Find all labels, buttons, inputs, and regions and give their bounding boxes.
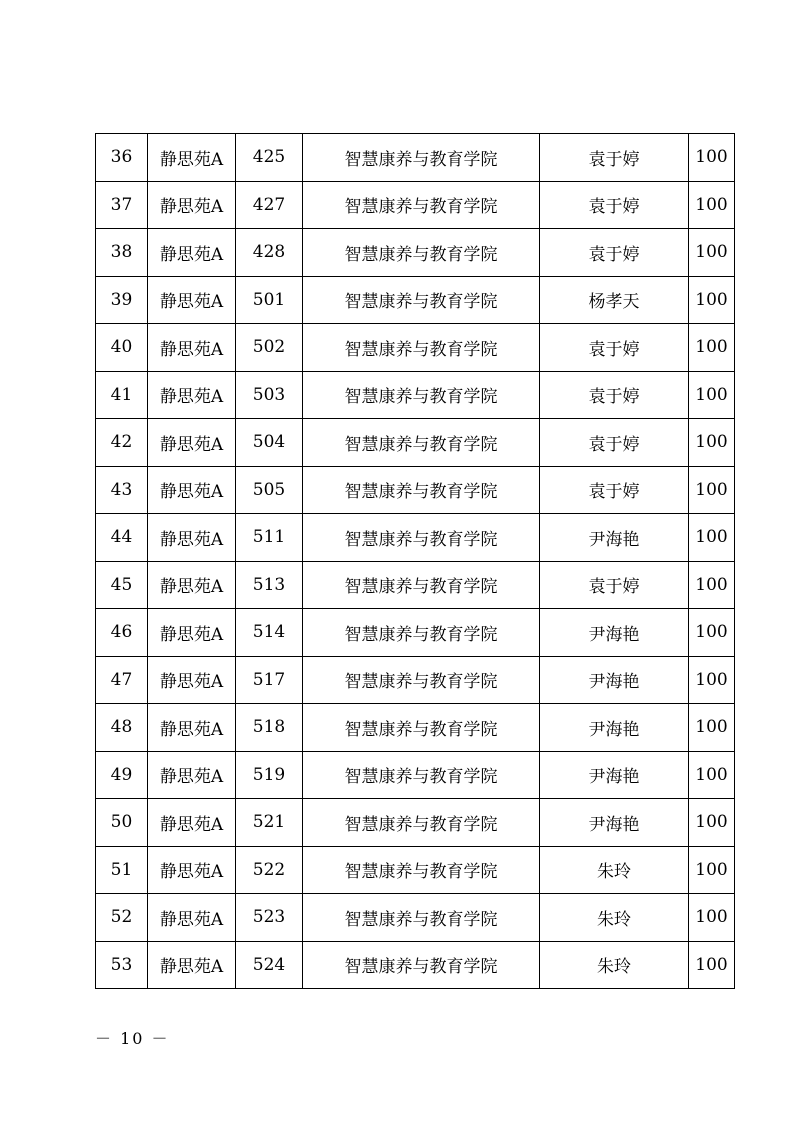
college-cell: 智慧康养与教育学院 [303,561,540,609]
score-cell: 100 [689,134,735,182]
responsible-person-cell: 朱玲 [540,894,689,942]
responsible-person-cell: 袁于婷 [540,324,689,372]
room-number-cell: 521 [236,799,303,847]
responsible-person-cell: 尹海艳 [540,609,689,657]
college-cell: 智慧康养与教育学院 [303,134,540,182]
score-cell: 100 [689,419,735,467]
building-cell: 静思苑A [148,704,236,752]
row-number-cell: 52 [96,894,148,942]
responsible-person-cell: 袁于婷 [540,561,689,609]
score-cell: 100 [689,514,735,562]
room-number-cell: 523 [236,894,303,942]
responsible-person-cell: 袁于婷 [540,134,689,182]
responsible-person-cell: 尹海艳 [540,656,689,704]
building-cell: 静思苑A [148,324,236,372]
building-cell: 静思苑A [148,276,236,324]
college-cell: 智慧康养与教育学院 [303,846,540,894]
row-number-cell: 51 [96,846,148,894]
responsible-person-cell: 杨孝天 [540,276,689,324]
room-number-cell: 522 [236,846,303,894]
row-number-cell: 48 [96,704,148,752]
building-cell: 静思苑A [148,514,236,562]
college-cell: 智慧康养与教育学院 [303,609,540,657]
college-cell: 智慧康养与教育学院 [303,419,540,467]
responsible-person-cell: 尹海艳 [540,704,689,752]
row-number-cell: 36 [96,134,148,182]
score-cell: 100 [689,846,735,894]
row-number-cell: 44 [96,514,148,562]
table-row [96,799,735,847]
building-cell: 静思苑A [148,371,236,419]
table-row [96,276,735,324]
college-cell: 智慧康养与教育学院 [303,181,540,229]
responsible-person-cell: 尹海艳 [540,514,689,562]
row-number-cell: 46 [96,609,148,657]
room-number-cell: 428 [236,229,303,277]
building-cell: 静思苑A [148,466,236,514]
responsible-person-cell: 朱玲 [540,846,689,894]
table-body [96,134,735,989]
row-number-cell: 43 [96,466,148,514]
score-cell: 100 [689,561,735,609]
table-row [96,846,735,894]
building-cell: 静思苑A [148,799,236,847]
building-cell: 静思苑A [148,609,236,657]
table-row [96,561,735,609]
score-cell: 100 [689,466,735,514]
room-number-cell: 517 [236,656,303,704]
table-row [96,609,735,657]
college-cell: 智慧康养与教育学院 [303,799,540,847]
row-number-cell: 42 [96,419,148,467]
building-cell: 静思苑A [148,941,236,989]
room-number-cell: 425 [236,134,303,182]
room-number-cell: 524 [236,941,303,989]
room-number-cell: 503 [236,371,303,419]
college-cell: 智慧康养与教育学院 [303,466,540,514]
room-number-cell: 504 [236,419,303,467]
responsible-person-cell: 袁于婷 [540,229,689,277]
row-number-cell: 38 [96,229,148,277]
score-cell: 100 [689,894,735,942]
table-row [96,894,735,942]
table-row [96,134,735,182]
row-number-cell: 41 [96,371,148,419]
responsible-person-cell: 朱玲 [540,941,689,989]
building-cell: 静思苑A [148,419,236,467]
building-cell: 静思苑A [148,656,236,704]
score-cell: 100 [689,609,735,657]
row-number-cell: 45 [96,561,148,609]
score-cell: 100 [689,751,735,799]
college-cell: 智慧康养与教育学院 [303,514,540,562]
building-cell: 静思苑A [148,561,236,609]
college-cell: 智慧康养与教育学院 [303,704,540,752]
college-cell: 智慧康养与教育学院 [303,324,540,372]
table-row [96,514,735,562]
room-number-cell: 501 [236,276,303,324]
table-row [96,941,735,989]
room-number-cell: 519 [236,751,303,799]
building-cell: 静思苑A [148,229,236,277]
table-row [96,181,735,229]
table-row [96,751,735,799]
score-cell: 100 [689,371,735,419]
building-cell: 静思苑A [148,894,236,942]
building-cell: 静思苑A [148,181,236,229]
college-cell: 智慧康养与教育学院 [303,371,540,419]
score-cell: 100 [689,324,735,372]
page-number: － 10 － [95,1029,170,1048]
room-number-cell: 513 [236,561,303,609]
row-number-cell: 49 [96,751,148,799]
college-cell: 智慧康养与教育学院 [303,656,540,704]
dormitory-score-table [95,133,735,989]
row-number-cell: 37 [96,181,148,229]
row-number-cell: 47 [96,656,148,704]
room-number-cell: 502 [236,324,303,372]
score-cell: 100 [689,941,735,989]
responsible-person-cell: 袁于婷 [540,466,689,514]
room-number-cell: 511 [236,514,303,562]
table-row [96,656,735,704]
building-cell: 静思苑A [148,751,236,799]
room-number-cell: 514 [236,609,303,657]
row-number-cell: 39 [96,276,148,324]
score-cell: 100 [689,799,735,847]
college-cell: 智慧康养与教育学院 [303,894,540,942]
score-cell: 100 [689,656,735,704]
table-row [96,229,735,277]
room-number-cell: 518 [236,704,303,752]
score-cell: 100 [689,229,735,277]
building-cell: 静思苑A [148,134,236,182]
row-number-cell: 50 [96,799,148,847]
responsible-person-cell: 尹海艳 [540,799,689,847]
table-row [96,371,735,419]
table-row [96,419,735,467]
college-cell: 智慧康养与教育学院 [303,941,540,989]
table-row [96,324,735,372]
row-number-cell: 40 [96,324,148,372]
responsible-person-cell: 袁于婷 [540,419,689,467]
score-cell: 100 [689,276,735,324]
room-number-cell: 505 [236,466,303,514]
table-row [96,466,735,514]
responsible-person-cell: 袁于婷 [540,371,689,419]
table-row [96,704,735,752]
responsible-person-cell: 尹海艳 [540,751,689,799]
room-number-cell: 427 [236,181,303,229]
college-cell: 智慧康养与教育学院 [303,276,540,324]
building-cell: 静思苑A [148,846,236,894]
college-cell: 智慧康养与教育学院 [303,751,540,799]
score-cell: 100 [689,704,735,752]
college-cell: 智慧康养与教育学院 [303,229,540,277]
row-number-cell: 53 [96,941,148,989]
score-cell: 100 [689,181,735,229]
responsible-person-cell: 袁于婷 [540,181,689,229]
